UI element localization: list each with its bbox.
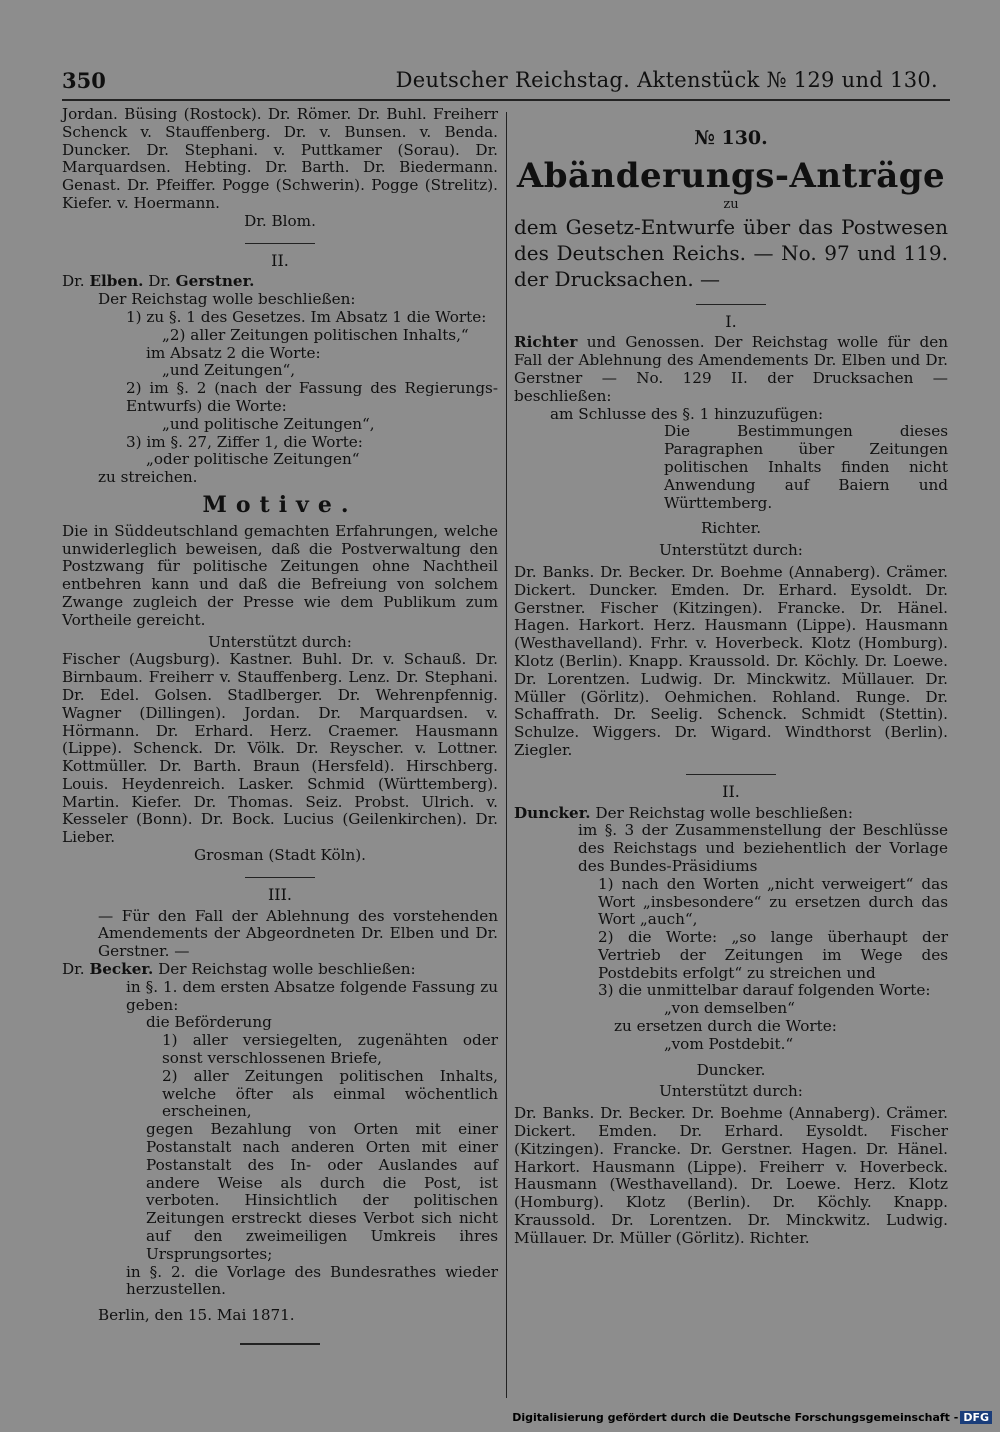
sec2-line: 2) im §. 2 (nach der Fassung des Regierungs-Entwurfs) die Worte: bbox=[126, 379, 498, 415]
sec2-author: Duncker. Der Reichstag wolle beschließen: bbox=[514, 803, 853, 822]
sec2-line: „2) aller Zeitungen politischen Inhalts,“ bbox=[162, 325, 469, 344]
end-rule bbox=[240, 1343, 320, 1345]
sec2-line: „vom Postdebit.“ bbox=[664, 1034, 794, 1053]
section-2-number: II. bbox=[271, 250, 289, 270]
header-rule bbox=[62, 99, 950, 101]
left-column bbox=[62, 106, 498, 1345]
section-divider bbox=[696, 304, 766, 305]
sec2-line: im §. 3 der Zusammenstellung der Beschlüsse des Reichstags und beziehentlich der Vorlage des Bundes-Präsidiums bbox=[578, 821, 948, 875]
running-title: Deutscher Reichstag. Aktenstück № 129 und 130. bbox=[395, 68, 938, 92]
sec2-intro: Der Reichstag wolle beschließen: bbox=[98, 290, 356, 309]
sec2-line: 3) im §. 27, Ziffer 1, die Worte: bbox=[126, 432, 363, 451]
sec2-line: 2) die Worte: „so lange überhaupt der Vertrieb der Zeitungen im Wege des Postdebits erfolgt“ zu streichen und bbox=[598, 928, 948, 982]
section-2-number: II. bbox=[722, 781, 740, 801]
sec2-line: zu ersetzen durch die Worte: bbox=[614, 1017, 837, 1036]
sec2-line: 3) die unmittelbar darauf folgenden Worte: bbox=[598, 981, 931, 1000]
author-duncker: Duncker. bbox=[514, 803, 591, 822]
section-3-number: III. bbox=[267, 884, 293, 904]
sec2-line: im Absatz 2 die Worte: bbox=[146, 343, 321, 362]
supporters-list: Dr. Banks. Dr. Becker. Dr. Boehme (Annaberg). Crämer. Dickert. Emden. Dr. Erhard. Eysoldt. Fischer (Kitzingen). Francke. Dr. Gerstner. Hagen. Dr. Hänel. Harkort. Hausmann (Lippe). Freiherr v. Hoverbeck. Hausmann (Westhavelland). Dr. Loewe. Herz. Klotz (Homburg). Klotz (Berlin). Dr. Köchly. Knapp. Kraussold. Dr. Lorentzen. Dr. Minckwitz. Ludwig. Müllauer. Dr. Müller (Görlitz). Richter. bbox=[514, 1104, 948, 1247]
page-number: 350 bbox=[62, 68, 106, 93]
section-1-number: I. bbox=[725, 311, 737, 331]
sec1-line: Die Bestimmungen dieses Paragraphen über Zeitungen politischen Inhalts finden nicht Anwendung auf Baiern und Württemberg. bbox=[664, 422, 948, 512]
sec2-line: 1) nach den Worten „nicht verweigert“ das Wort „insbesondere“ zu ersetzen durch das Wort „auch“, bbox=[598, 874, 948, 929]
sec2-line: „und politische Zeitungen“, bbox=[162, 414, 375, 433]
sec1-text: Richter und Genossen. Der Reichstag wolle für den Fall der Ablehnung des Amendements Dr. Elben und Dr. Gerstner — No. 129 II. der Drucksachen — beschließen: bbox=[514, 333, 949, 405]
sec1-sign: Richter. bbox=[700, 519, 762, 538]
supported-by: Unterstützt durch: bbox=[659, 541, 803, 560]
sec2-line: 1) zu §. 1 des Gesetzes. Im Absatz 1 die Worte: bbox=[126, 307, 487, 326]
sec3-intro: — Für den Fall der Ablehnung des vorstehenden Amendements der Abgeordneten Dr. Elben und Dr. Gerstner. — bbox=[98, 906, 498, 961]
sec1-line: am Schlusse des §. 1 hinzuzufügen: bbox=[550, 404, 824, 423]
doc-zu: zu bbox=[723, 196, 739, 212]
author-gerstner: Gerstner. bbox=[175, 272, 255, 291]
supporters-list: Fischer (Augsburg). Kastner. Buhl. Dr. v. Schauß. Dr. Birnbaum. Freiherr v. Stauffenberg. Lenz. Dr. Stephani. Dr. Edel. Golsen. Stadlberger. Dr. Wehrenpfennig. Wagner (Dillingen). Jordan. Dr. Marquardsen. v. Hörmann. Dr. Erhard. Herz. Craemer. Hausmann (Lippe). Schenck. Dr. Völk. Dr. Reyscher. v. Lottner. Kottmüller. Dr. Barth. Braun (Hersfeld). Hirschberg. Louis. Heydenreich. Lasker. Schmid (Württemberg). Martin. Kiefer. Dr. Thomas. Seiz. Probst. Ulrich. v. Kesseler (Bonn). Dr. Bock. Lucius (Geilenkirchen). Dr. Lieber. bbox=[62, 650, 498, 847]
author-becker: Becker. bbox=[89, 960, 154, 979]
motive-text: Die in Süddeutschland gemachten Erfahrungen, welche unwiderleglich beweisen, daß die Postverwaltung den Postzwang für politische Zeitungen ohne Nachtheil entbehren kann und daß die Befreiung von solchem Zwange zugleich der Presse wie dem Publikum zum Vortheile gereicht. bbox=[62, 521, 498, 629]
supported-by: Unterstützt durch: bbox=[659, 1082, 803, 1101]
sec3-line: die Beförderung bbox=[146, 1013, 272, 1032]
doc-number: № 130. bbox=[694, 127, 768, 149]
names-top: Jordan. Büsing (Rostock). Dr. Römer. Dr. Buhl. Freiherr Schenck v. Stauffenberg. Dr. v. Bunsen. v. Benda. Duncker. Dr. Stephani. v. Puttkamer (Sorau). Dr. Marquardsen. Hebting. Dr. Barth. Dr. Biedermann. Genast. Dr. Pfeiffer. Pogge (Schwerin). Pogge (Strelitz). Kiefer. v. Hoermann. bbox=[62, 105, 498, 212]
sec3-line: in §. 2. die Vorlage des Bundesrathes wieder herzustellen. bbox=[126, 1262, 498, 1299]
section-divider bbox=[245, 877, 315, 878]
page-header bbox=[62, 62, 938, 98]
section-divider bbox=[686, 774, 776, 775]
right-column bbox=[514, 127, 949, 1248]
supported-by: Unterstützt durch: bbox=[208, 632, 352, 651]
sec3-line: gegen Bezahlung von Orten mit einer Postanstalt nach anderen Orten mit einer Postanstalt des In- oder Auslandes auf andere Weise als durch die Post, ist verboten. Hinsichtlich der politischen Zeitungen erstreckt dieses Verbot sich nicht auf den zweimeiligen Umkreis ihres Ursprungsortes; bbox=[146, 1120, 498, 1263]
doc-title: Abänderungs-Anträge bbox=[516, 155, 946, 196]
author-richter: Richter bbox=[514, 333, 578, 352]
footer-credit: Digitalisierung gefördert durch die Deutsche Forschungsgemeinschaft - DFG bbox=[512, 1411, 992, 1424]
dfg-logo: DFG bbox=[960, 1411, 992, 1424]
sec2-line: „und Zeitungen“, bbox=[162, 361, 296, 380]
section-divider bbox=[245, 243, 315, 244]
sec2-line: „von demselben“ bbox=[664, 999, 795, 1018]
sec3-line: in §. 1. dem ersten Absatze folgende Fassung zu geben: bbox=[126, 977, 498, 1014]
sec2-line: „oder politische Zeitungen“ bbox=[146, 450, 360, 469]
names-top-last: Dr. Blom. bbox=[244, 211, 316, 230]
sec2-sign: Duncker. bbox=[696, 1060, 766, 1079]
motive-heading: Motive. bbox=[202, 491, 358, 518]
section-2-authors: Dr. Elben. Dr. Gerstner. bbox=[62, 272, 255, 291]
sec2-line: zu streichen. bbox=[98, 468, 198, 487]
supporters-list: Dr. Banks. Dr. Becker. Dr. Boehme (Annaberg). Crämer. Dickert. Duncker. Emden. Dr. Erhard. Eysoldt. Dr. Gerstner. Fischer (Kitzingen). Francke. Dr. Hänel. Hagen. Harkort. Herz. Hausmann (Lippe). Hausmann (Westhavelland). Frhr. v. Hoverbeck. Klotz (Homburg). Klotz (Berlin). Knapp. Kraussold. Dr. Köchly. Dr. Loewe. Dr. Lorentzen. Ludwig. Dr. Minckwitz. Müllauer. Dr. Müller (Görlitz). Oehmichen. Rohland. Runge. Dr. Schaffrath. Dr. Seelig. Schenck. Schmidt (Stettin). Schulze. Wiggers. Dr. Wigard. Windthorst (Berlin). Ziegler. bbox=[514, 562, 948, 759]
doc-subtitle: dem Gesetz-Entwurfe über das Postwesen des Deutschen Reichs. — No. 97 und 119. der Drucksachen. — bbox=[514, 214, 948, 291]
supporters-last: Grosman (Stadt Köln). bbox=[193, 846, 366, 865]
date-line: Berlin, den 15. Mai 1871. bbox=[98, 1306, 295, 1325]
sec3-line: 1) aller versiegelten, zugenähten oder sonst verschlossenen Briefe, bbox=[162, 1031, 498, 1068]
column-divider bbox=[506, 112, 507, 1398]
author-elben: Elben. bbox=[89, 272, 144, 291]
section-3-author: Dr. Becker. Der Reichstag wolle beschließen: bbox=[62, 960, 416, 979]
sec3-line: 2) aller Zeitungen politischen Inhalts, welche öfter als einmal wöchentlich erscheinen, bbox=[162, 1066, 498, 1121]
